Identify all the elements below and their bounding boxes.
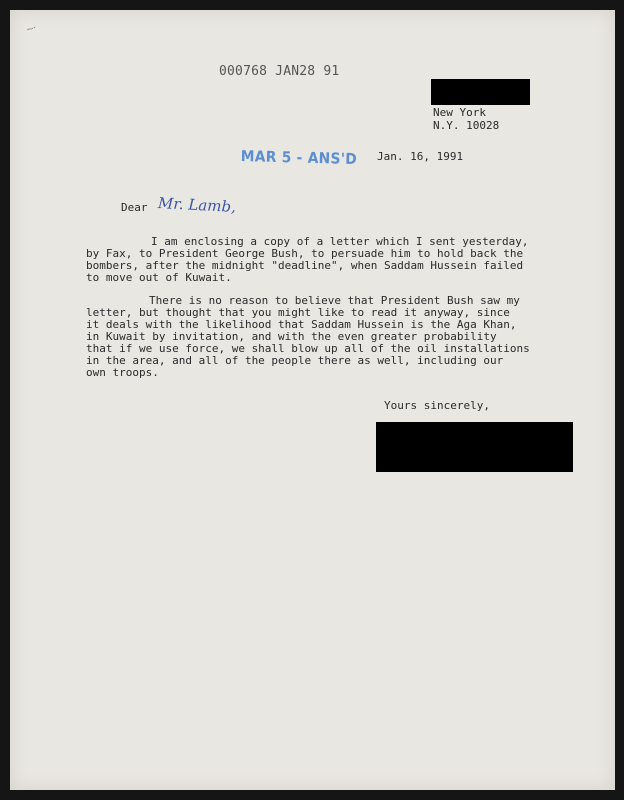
address-zip: N.Y. 10028	[433, 119, 500, 132]
paragraph1-line: I am enclosing a copy of a letter which I sent yesterday,	[151, 235, 529, 248]
paragraph2-line: in the area, and all of the people there as well, including our	[86, 354, 504, 367]
address-city: New York	[433, 106, 486, 119]
letter-date: Jan. 16, 1991	[377, 150, 464, 163]
paragraph2-line: it deals with the likelihood that Saddam Hussein is the Aga Khan,	[86, 318, 517, 331]
paragraph2-line: that if we use force, we shall blow up all of the oil installations	[86, 342, 530, 355]
redacted-address-block	[431, 79, 530, 105]
corner-mark: ~·	[24, 22, 37, 37]
received-stamp: MAR 5 - ANS'D	[240, 147, 358, 169]
handwritten-recipient-name: Mr. Lamb,	[157, 193, 237, 217]
stamped-number: 000768 JAN28 91	[219, 64, 340, 79]
paragraph1-line: by Fax, to President George Bush, to persuade him to hold back the	[86, 247, 524, 260]
letter-page	[10, 10, 615, 790]
paragraph2-line: in Kuwait by invitation, and with the even greater probability	[86, 330, 497, 343]
paragraph2-line: own troops.	[86, 366, 159, 379]
paragraph1-line: bombers, after the midnight "deadline", when Saddam Hussein failed	[86, 259, 524, 272]
closing: Yours sincerely,	[384, 399, 490, 412]
paragraph1-line: to move out of Kuwait.	[86, 271, 232, 284]
salutation: Dear	[121, 201, 148, 214]
paragraph2-line: There is no reason to believe that President Bush saw my	[149, 294, 520, 307]
paragraph2-line: letter, but thought that you might like to read it anyway, since	[86, 306, 510, 319]
redacted-signature-block	[376, 422, 573, 472]
